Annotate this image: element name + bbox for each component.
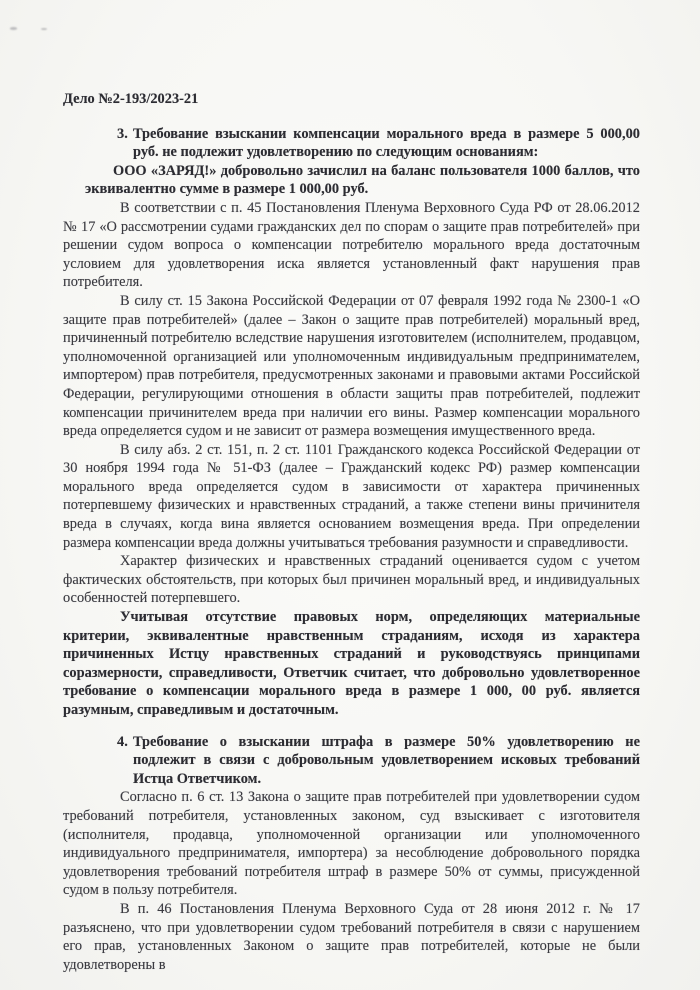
legal-paragraph-suffering-nature: Характер физических и нравственных страданий оценивается судом с учетом фактических обстоятельств, при которых был причинен моральный вред, и индивидуальных особенностей потерпевшего. bbox=[63, 553, 640, 607]
legal-paragraph-civil-code: В силу абз. 2 ст. 151, п. 2 ст. 1101 Гражданского кодекса Российской Федерации от 30 ноября 1994 года № 51-ФЗ (далее – Гражданский кодекс РФ) размер компенсации морального вреда определяется судом в зависимости от характера причиненных потерпевшему физических и нравственных страданий, а также степени вины причинителя вреда в случаях, когда вина является основанием возмещения вреда. При определении размера компенсации вреда должны учитываться требования разумности и справедливости. bbox=[63, 441, 640, 551]
item-3-number: 3. bbox=[117, 125, 128, 142]
item-4-number: 4. bbox=[117, 733, 128, 750]
scan-artifact-speck bbox=[10, 27, 17, 30]
claim-item-4 bbox=[63, 733, 640, 789]
legal-paragraph-plenum-46: В п. 46 Постановления Пленума Верховного Суда от 28 июня 2012 г. № 17 разъяснено, что при удовлетворении судом требований потребителя в связи с нарушением его прав, установленных Законом о защите прав потребителей, которые не были удовлетворены в bbox=[63, 900, 640, 973]
legal-paragraph-law-st15: В силу ст. 15 Закона Российской Федерации от 07 февраля 1992 года № 2300-1 «О защите прав потребителей» (далее – Закон о защите прав потребителей) моральный вред, причиненный потребителю вследствие нарушения изготовителем (исполнителем, продавцом, уполномоченной организацией или уполномоченным индивидуальным предпринимателем, импортером) прав потребителя, предусмотренных законами и правовыми актами Российской Федерации, регулирующими отношения в области защиты прав потребителей, подлежит компенсации причинителем вреда при наличии его вины. Размер компенсации морального вреда определяется судом и не зависит от размера возмещения имущественного вреда. bbox=[63, 292, 640, 440]
scan-artifact-speck bbox=[41, 28, 47, 30]
document-text-block bbox=[63, 90, 640, 974]
voluntary-credit-statement: ООО «ЗАРЯД!» добровольно зачислил на баланс пользователя 1000 баллов, что эквивалентно сумме в размере 1 000,00 руб. bbox=[85, 162, 640, 198]
legal-paragraph-plenum-45: В соответствии с п. 45 Постановления Пленума Верховного Суда РФ от 28.06.2012 № 17 «О рассмотрении судами гражданских дел по спорам о защите прав потребителей» при решении судом вопроса о компенсации потребителю морального вреда достаточным условием для удовлетворения иска является установленный факт нарушения прав потребителя. bbox=[63, 199, 640, 291]
item-3-heading: Требование взыскании компенсации морального вреда в размере 5 000,00 руб. не подлежит удовлетворению по следующим основаниям: bbox=[133, 125, 640, 161]
legal-paragraph-law-st13: Согласно п. 6 ст. 13 Закона о защите прав потребителей при удовлетворении судом требований потребителя, установленных законом, суд взыскивает с изготовителя (исполнителя, продавца, уполномоченной организации или уполномоченного индивидуального предпринимателя, импортера) за несоблюдение добровольного порядка удовлетворения требований потребителя штраф в размере 50% от суммы, присужденной судом в пользу потребителя. bbox=[63, 789, 640, 899]
item-3-conclusion: Учитывая отсутствие правовых норм, определяющих материальные критерии, эквивалентные нравственным страданиям, исходя из характера причиненных Истцу нравственных страданий и руководствуясь принципами соразмерности, справедливости, Ответчик считает, что добровольно удовлетворенное требование о компенсации морального вреда в размере 1 000, 00 руб. является разумным, справедливым и достаточным. bbox=[63, 609, 640, 718]
case-number: Дело №2-193/2023-21 bbox=[63, 91, 199, 107]
claim-item-3 bbox=[63, 125, 640, 162]
item-4-heading: Требование о взыскании штрафа в размере 50% удовлетворению не подлежит в связи с добровольным удовлетворением исковых требований Истца Ответчиком. bbox=[133, 733, 640, 787]
